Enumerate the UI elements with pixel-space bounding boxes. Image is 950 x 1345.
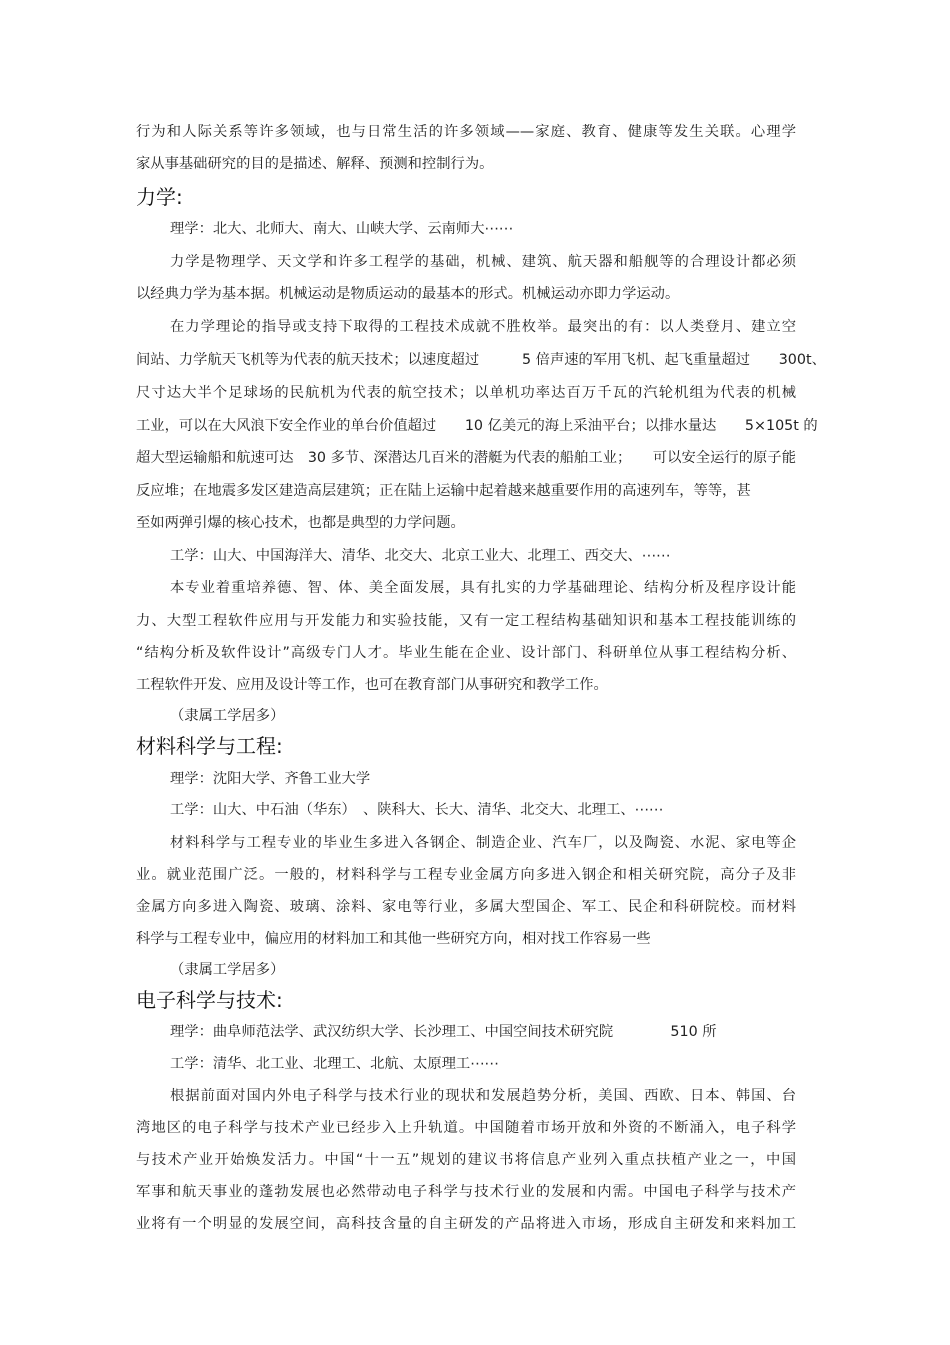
mechanics-para3-line: “结构分析及软件设计”高级专门人才。毕业生能在企业、设计部门、科研单位从事工程结构分析、 (136, 645, 796, 661)
mechanics-para3-line: 工程软件开发、应用及设计等工作，也可在教育部门从事研究和教学工作。 (136, 677, 608, 693)
mechanics-engineering-schools: 工学：山大、中国海洋大、清华、北交大、北京工业大、北理工、西交大、⋯⋯ (170, 548, 671, 564)
intro-line-2: 家从事基础研究的目的是描述、解释、预测和控制行为。 (136, 156, 494, 172)
mechanics-para2-line: 间站、力学航天飞机等为代表的航天技术；以速度超过 5 倍声速的军用飞机、起飞重量超过 300t、 (136, 352, 826, 368)
electronics-para1-line: 业将有一个明显的发展空间，高科技含量的自主研发的产品将进入市场，形成自主研发和来料加工 (136, 1216, 796, 1232)
section-heading-materials: 材料科学与工程: (136, 734, 283, 758)
mechanics-para2-line: 工业，可以在大风浪下安全作业的单台价值超过 10 亿美元的海上采油平台；以排水量达 5×105t 的 (136, 418, 818, 434)
materials-engineering-schools: 工学：山大、中石油（华东） 、陕科大、长大、清华、北交大、北理工、⋯⋯ (170, 802, 664, 818)
mechanics-para2-line: 超大型运输船和航速可达 30 多节、深潜达几百米的潜艇为代表的船舶工业； 可以安全运行的原子能 (136, 450, 796, 466)
materials-para1-line: 金属方向多进入陶瓷、玻璃、涂料、家电等行业，多属大型国企、军工、民企和科研院校。而材料 (136, 899, 796, 915)
electronics-para1-line: 军事和航天事业的蓬勃发展也必然带动电子科学与技术行业的发展和内需。中国电子科学与技术产 (136, 1184, 796, 1200)
mechanics-para1-line: 力学是物理学、天文学和许多工程学的基础，机械、建筑、航天器和船舰等的合理设计都必须 (170, 254, 796, 270)
section-heading-mechanics: 力学: (136, 185, 183, 209)
materials-note: （隶属工学居多） (170, 962, 285, 978)
mechanics-para1-line: 以经典力学为基本据。机械运动是物质运动的最基本的形式。机械运动亦即力学运动。 (136, 286, 680, 302)
electronics-engineering-schools: 工学：清华、北工业、北理工、北航、太原理工⋯⋯ (170, 1056, 499, 1072)
section-heading-electronics: 电子科学与技术: (136, 988, 283, 1012)
materials-science-schools: 理学：沈阳大学、齐鲁工业大学 (170, 771, 371, 787)
mechanics-para2-line: 反应堆；在地震多发区建造高层建筑；正在陆上运输中起着越来越重要作用的高速列车，等等，甚 (136, 483, 751, 499)
mechanics-para3-line: 本专业着重培养德、智、体、美全面发展，具有扎实的力学基础理论、结构分析及程序设计能 (170, 580, 796, 596)
materials-para1-line: 科学与工程专业中，偏应用的材料加工和其他一些研究方向，相对找工作容易一些 (136, 931, 651, 947)
electronics-para1-line: 根据前面对国内外电子科学与技术行业的现状和发展趋势分析，美国、西欧、日本、韩国、台 (170, 1088, 796, 1104)
electronics-science-schools: 理学：曲阜师范法学、武汉纺织大学、长沙理工、中国空间技术研究院 510 所 (170, 1024, 717, 1040)
mechanics-para2-line: 至如两弹引爆的核心技术，也都是典型的力学问题。 (136, 515, 465, 531)
mechanics-para2-line: 尺寸达大半个足球场的民航机为代表的航空技术；以单机功率达百万千瓦的汽轮机组为代表的机械 (136, 385, 796, 401)
electronics-para1-line: 与技术产业开始焕发活力。中国“十一五”规划的建议书将信息产业列入重点扶植产业之一，中国 (136, 1152, 796, 1168)
electronics-para1-line: 湾地区的电子科学与技术产业已经步入上升轨道。中国随着市场开放和外资的不断涌入，电子科学 (136, 1120, 796, 1136)
materials-para1-line: 业。就业范围广泛。一般的，材料科学与工程专业金属方向多进入钢企和相关研究院，高分子及非 (136, 867, 796, 883)
mechanics-para3-line: 力、大型工程软件应用与开发能力和实验技能，又有一定工程结构基础知识和基本工程技能训练的 (136, 613, 796, 629)
mechanics-para2-line: 在力学理论的指导或支持下取得的工程技术成就不胜枚举。最突出的有：以人类登月、建立空 (170, 319, 796, 335)
mechanics-note: （隶属工学居多） (170, 708, 285, 724)
mechanics-science-schools: 理学：北大、北师大、南大、山峡大学、云南师大⋯⋯ (170, 221, 514, 237)
materials-para1-line: 材料科学与工程专业的毕业生多进入各钢企、制造企业、汽车厂，以及陶瓷、水泥、家电等企 (170, 835, 796, 851)
intro-line-1: 行为和人际关系等许多领域，也与日常生活的许多领域——家庭、教育、健康等发生关联。心理学 (136, 124, 796, 140)
